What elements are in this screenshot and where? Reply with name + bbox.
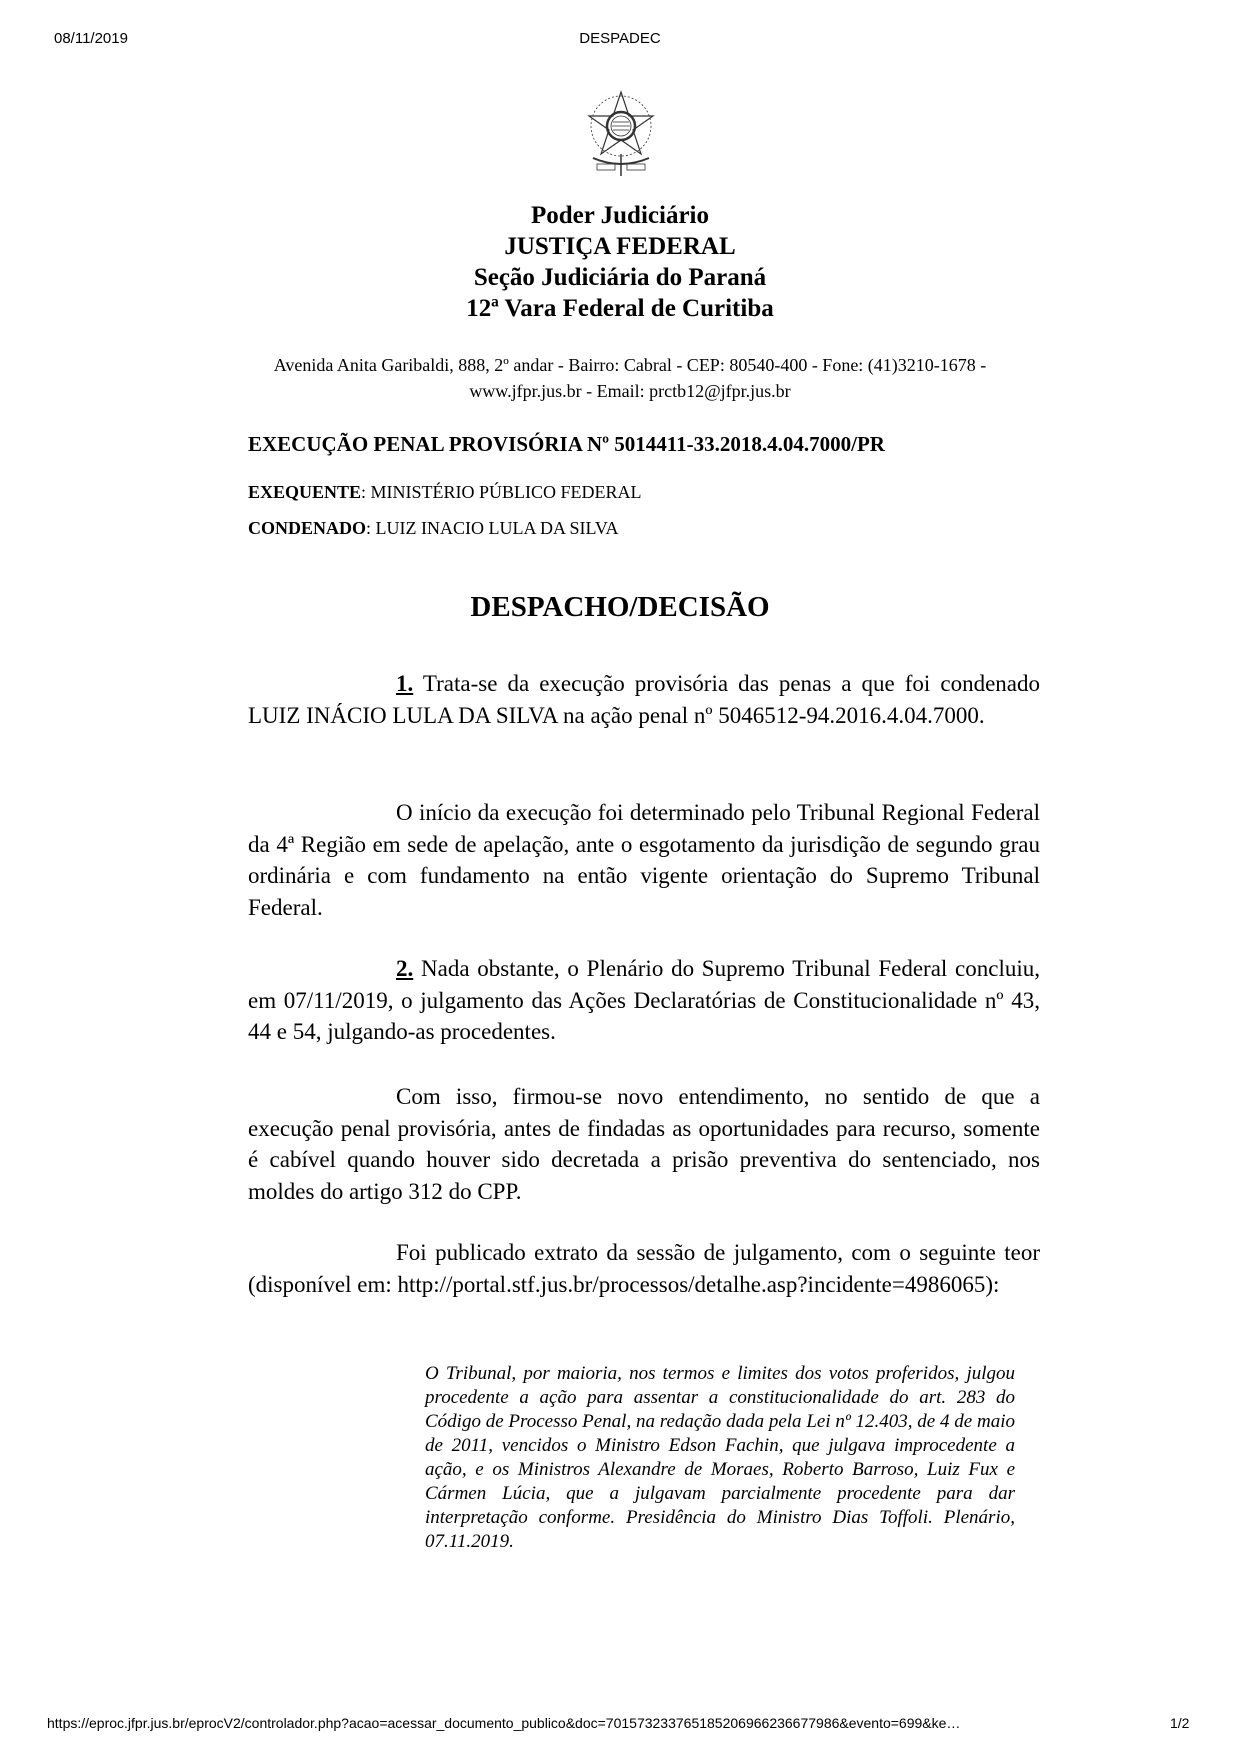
- letterhead: [220, 200, 1020, 324]
- paragraph-text: O início da execução foi determinado pelo Tribunal Regional Federal da 4ª Região em sede de apelação, ante o esgotamento da jurisdição de segundo grau ordinária e com fundamento na então vigente orientação do Supremo Tribunal Federal.: [248, 800, 1040, 920]
- paragraph-number: 2.: [396, 956, 414, 981]
- paragraph-text: Foi publicado extrato da sessão de julgamento, com o seguinte teor (disponível em: http://portal.stf.jus.br/processos/detalhe.asp?incidente=4986065):: [248, 1240, 1040, 1297]
- paragraph-4: [248, 1081, 1040, 1207]
- party-exequente: [248, 482, 1040, 503]
- paragraph-5: [248, 1237, 1040, 1300]
- paragraph-text: Nada obstante, o Plenário do Supremo Tribunal Federal concluiu, em 07/11/2019, o julgamento das Ações Declaratórias de Constitucionalidade nº 43, 44 e 54, julgando-as procedentes.: [248, 956, 1040, 1044]
- paragraph-2: [248, 797, 1040, 923]
- paragraph-text: Com isso, firmou-se novo entendimento, no sentido de que a execução penal provisória, antes de findadas as oportunidades para recurso, somente é cabível quando houver sido decretada a prisão preventiva do sentenciado, nos moldes do artigo 312 do CPP.: [248, 1084, 1040, 1204]
- paragraph-number: 1.: [396, 671, 414, 696]
- document-heading: DESPACHO/DECISÃO: [470, 591, 770, 623]
- print-date: 08/11/2019: [54, 30, 128, 47]
- case-title: EXECUÇÃO PENAL PROVISÓRIA Nº 5014411-33.2018.4.04.7000/PR: [248, 432, 885, 456]
- paragraph-1: [248, 668, 1040, 731]
- letterhead-line: 12ª Vara Federal de Curitiba: [466, 295, 774, 322]
- letterhead-line: Seção Judiciária do Paraná: [473, 264, 767, 291]
- letterhead-line: JUSTIÇA FEDERAL: [504, 233, 736, 260]
- paragraph-3: [248, 953, 1040, 1048]
- party-value: : MINISTÉRIO PÚBLICO FEDERAL: [361, 482, 642, 502]
- party-label: CONDENADO: [248, 518, 367, 538]
- letterhead-line: Poder Judiciário: [530, 202, 709, 229]
- court-address: Avenida Anita Garibaldi, 888, 2º andar - Bairro: Cabral - CEP: 80540-400 - Fone: (41)3210-1678 - www.jfpr.jus.br - Email: prctb12@jfpr.jus.br: [273, 355, 987, 401]
- party-value: : LUIZ INACIO LULA DA SILVA: [366, 518, 619, 538]
- brazil-coat-of-arms-icon: [587, 88, 655, 184]
- print-header: [0, 30, 1240, 54]
- print-title: DESPADEC: [579, 30, 661, 47]
- page-number: 1/2: [1170, 1715, 1190, 1731]
- paragraph-text: Trata-se da execução provisória das penas a que foi condenado LUIZ INÁCIO LULA DA SILVA na ação penal nº 5046512-94.2016.4.04.7000.: [248, 671, 1040, 728]
- party-condenado: [248, 518, 1040, 539]
- print-url: https://eproc.jfpr.jus.br/eprocV2/controlador.php?acao=acessar_documento_publico&doc=701573233765185206966236677986&evento=699&ke…: [47, 1715, 961, 1731]
- block-quote: O Tribunal, por maioria, nos termos e limites dos votos proferidos, julgou procedente a ação para assentar a constitucionalidade do art. 283 do Código de Processo Penal, na redação dada pela Lei nº 12.403, de 4 de maio de 2011, vencidos o Ministro Edson Fachin, que julgava improcedente a ação, e os Ministros Alexandre de Moraes, Roberto Barroso, Luiz Fux e Cármen Lúcia, que a julgavam parcialmente procedente para dar interpretação conforme. Presidência do Ministro Dias Toffoli. Plenário, 07.11.2019.: [425, 1363, 1015, 1552]
- party-label: EXEQUENTE: [248, 482, 362, 502]
